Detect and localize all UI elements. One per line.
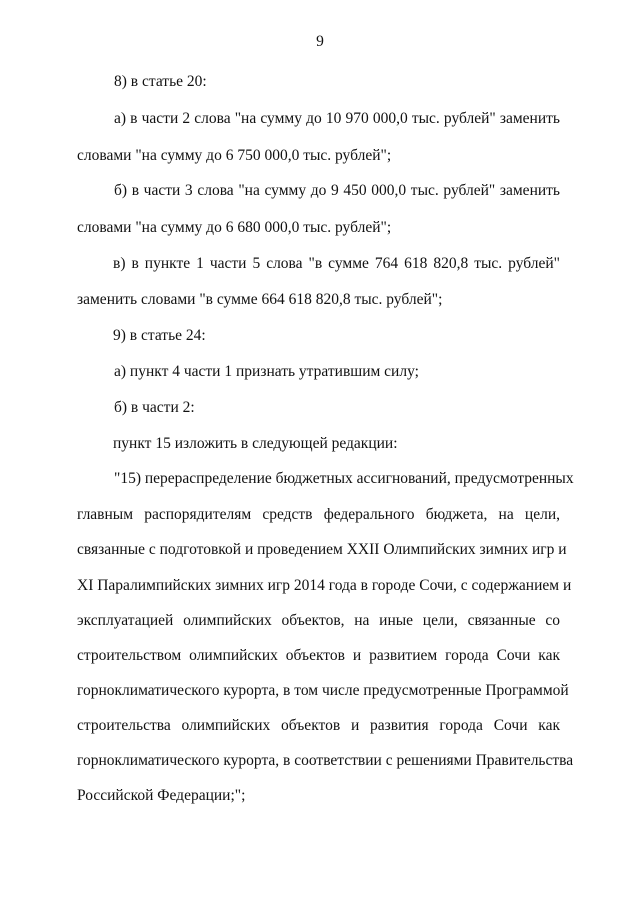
quote-line-5: эксплуатацией олимпийских объектов, на иные цели, связанные со xyxy=(77,612,560,629)
quote-line-7: горноклиматического курорта, в том числе предусмотренные Программой xyxy=(77,682,569,699)
page-number: 9 xyxy=(316,33,324,50)
quote-line-8: строительства олимпийских объектов и развития города Сочи как xyxy=(77,717,560,734)
item-8a-line-1: а) в части 2 слова "на сумму до 10 970 000,0 тыс. рублей" заменить xyxy=(114,110,560,127)
quote-line-4: XI Паралимпийских зимних игр 2014 года в городе Сочи, с содержанием и xyxy=(77,577,572,594)
item-9-heading: 9) в статье 24: xyxy=(113,327,206,344)
item-8b-line-2: словами "на сумму до 6 680 000,0 тыс. рублей"; xyxy=(77,219,392,236)
item-8v-line-2: заменить словами "в сумме 664 618 820,8 тыс. рублей"; xyxy=(77,291,443,308)
quote-line-9: горноклиматического курорта, в соответствии с решениями Правительства xyxy=(77,752,574,769)
item-8-heading: 8) в статье 20: xyxy=(114,73,207,90)
item-8a-line-2: словами "на сумму до 6 750 000,0 тыс. рублей"; xyxy=(77,147,392,164)
item-9b: б) в части 2: xyxy=(114,399,195,416)
quote-line-10: Российской Федерации;"; xyxy=(77,787,246,804)
item-9a: а) пункт 4 части 1 признать утратившим силу; xyxy=(114,363,419,380)
quote-line-6: строительством олимпийских объектов и развитием города Сочи как xyxy=(77,647,560,664)
item-8b-line-1: б) в части 3 слова "на сумму до 9 450 000,0 тыс. рублей" заменить xyxy=(114,182,560,199)
quote-line-1: "15) перераспределение бюджетных ассигнований, предусмотренных xyxy=(114,470,574,487)
item-8v-line-1: в) в пункте 1 части 5 слова "в сумме 764 618 820,8 тыс. рублей" xyxy=(113,255,560,272)
quote-line-3: связанные с подготовкой и проведением XXII Олимпийских зимних игр и xyxy=(77,541,567,558)
quote-line-2: главным распорядителям средств федерального бюджета, на цели, xyxy=(77,506,560,523)
item-9b-intro: пункт 15 изложить в следующей редакции: xyxy=(113,435,398,452)
